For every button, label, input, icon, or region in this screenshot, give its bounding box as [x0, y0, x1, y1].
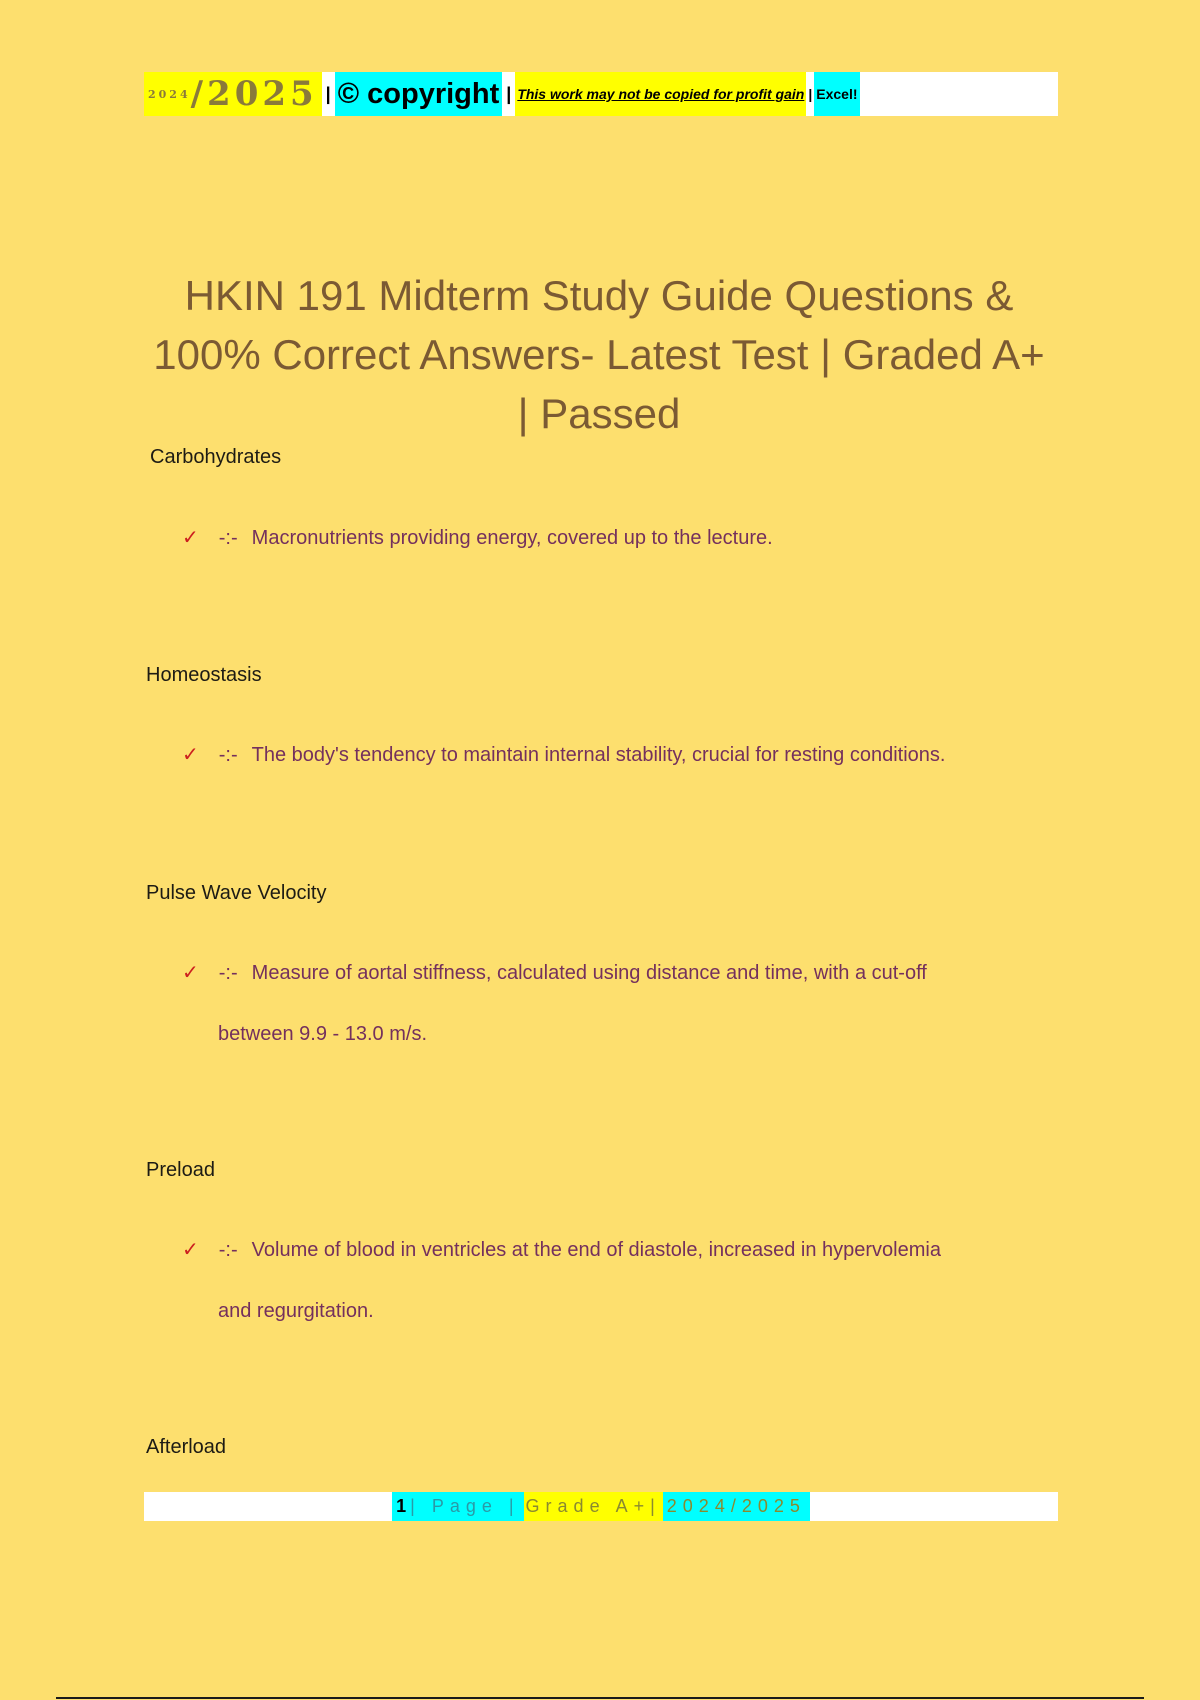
answer-text: Volume of blood in ventricles at the end of diastole, increased in hypervolemia [251, 1239, 941, 1261]
document-title: HKIN 191 Midterm Study Guide Questions & 100% Correct Answers- Latest Test | Graded A+ | Passed [153, 272, 1045, 437]
answer-text: Measure of aortal stiffness, calculated using distance and time, with a cut-off [251, 962, 927, 984]
footer-page [392, 1492, 523, 1521]
header-year [144, 72, 322, 116]
check-icon: ✓ [182, 1239, 199, 1261]
header-year-big: /2025 [190, 74, 318, 114]
term-heading: Homeostasis [146, 664, 262, 686]
header-separator: | [808, 86, 813, 102]
check-icon: ✓ [182, 744, 199, 766]
answer-item [182, 508, 1062, 569]
answer-text: The body's tendency to maintain internal stability, crucial for resting conditions. [251, 744, 946, 766]
page-number: 1 [396, 1496, 407, 1516]
term-heading: Carbohydrates [150, 446, 282, 468]
header-notice: This work may not be copied for profit gain [515, 72, 806, 116]
header-separator: | [506, 83, 512, 104]
term-heading: Pulse Wave Velocity [146, 882, 327, 904]
bullet-marker: -:- [218, 527, 238, 549]
page-label: | Page | [410, 1496, 520, 1516]
term-heading: Afterload [146, 1436, 227, 1458]
header-separator: | [325, 83, 331, 104]
header-copyright: © copyright [335, 72, 503, 116]
answer-item [182, 1220, 1062, 1342]
footer-grade: Grade A+| [524, 1492, 663, 1521]
check-icon: ✓ [182, 527, 199, 549]
bullet-marker: -:- [218, 744, 238, 766]
bullet-marker: -:- [218, 962, 238, 984]
answer-text: Macronutrients providing energy, covered up to the lecture. [251, 527, 773, 549]
answer-item [182, 725, 1062, 786]
bullet-marker: -:- [218, 1239, 238, 1261]
term-heading: Preload [146, 1159, 215, 1181]
check-icon: ✓ [182, 962, 199, 984]
answer-text-continued: between 9.9 - 13.0 m/s. [218, 1023, 428, 1045]
answer-item [182, 943, 1062, 1065]
footer-banner [144, 1492, 1058, 1521]
answer-text-continued: and regurgitation. [218, 1300, 374, 1322]
footer-year: 2024/2025 [663, 1492, 810, 1521]
header-excel: Excel! [814, 72, 859, 116]
header-banner [144, 72, 1058, 116]
page-divider [56, 1697, 1144, 1699]
header-year-small: 2024 [148, 87, 191, 101]
